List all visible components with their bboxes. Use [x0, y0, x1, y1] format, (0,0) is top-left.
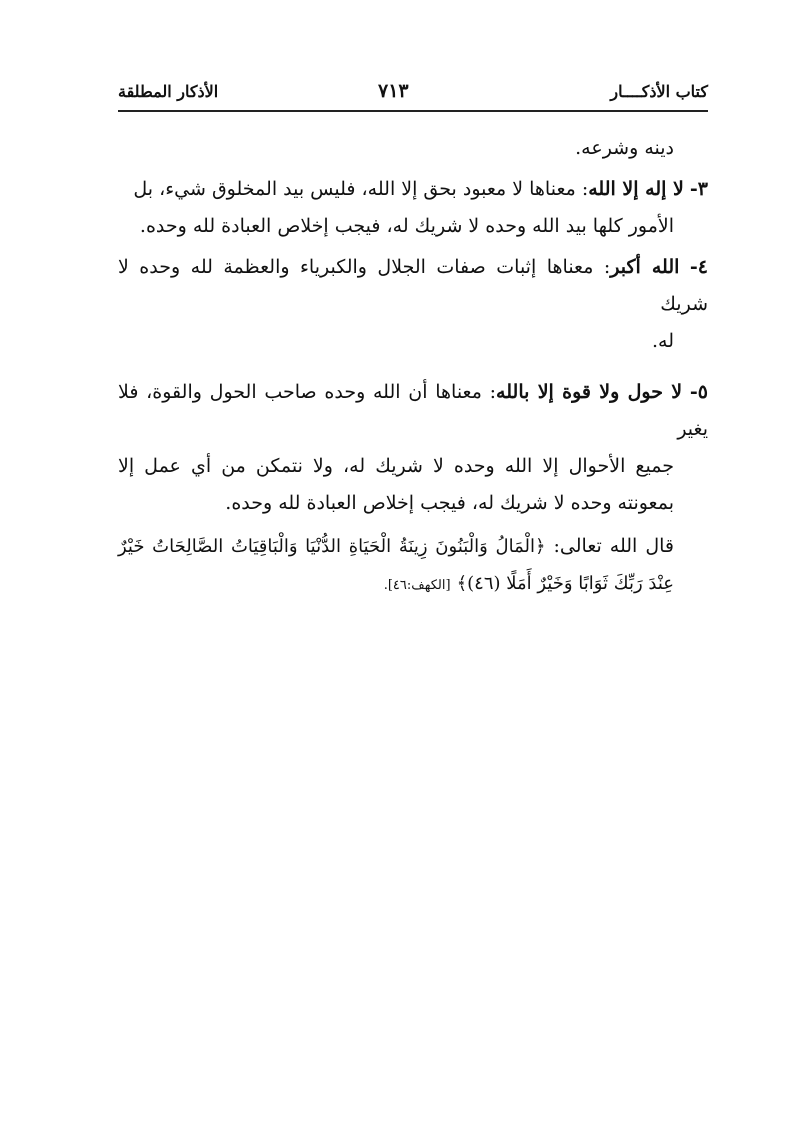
page-body [118, 130, 708, 604]
list-item [118, 374, 708, 522]
item-number: ٤- [689, 256, 709, 278]
list-item [118, 249, 708, 360]
item-number: ٥- [689, 381, 708, 403]
list-item [118, 171, 708, 245]
item-phrase: لا إله إلا الله [588, 178, 684, 200]
item-phrase: الله أكبر [610, 256, 680, 278]
quran-quote [118, 528, 708, 604]
item-continuation: الأمور كلها بيد الله وحده لا شريك له، فيجب إخلاص العبادة لله وحده. [139, 215, 674, 237]
book-title: كتاب الأذكــــار [610, 82, 708, 101]
item-phrase: لا حول ولا قوة إلا بالله [496, 381, 683, 403]
quran-verse: ﴿الْمَالُ وَالْبَنُونَ زِينَةُ الْحَيَاةِ الدُّنْيَا وَالْبَاقِيَاتُ الصَّالِحَاتُ خَيْرٌ عِنْدَ رَبِّكَ ثَوَابًا وَخَيْرٌ أَمَلًا (٤٦)﴾ [118, 536, 674, 594]
verse-reference: [الكهف:٤٦]. [383, 578, 451, 593]
item-text: : معناها أن الله وحده صاحب الحول والقوة، فلا يغير [118, 381, 708, 440]
intro-line: دينه وشرعه. [575, 137, 674, 159]
item-number: ٣- [689, 178, 708, 200]
item-continuation: جميع الأحوال إلا الله وحده لا شريك له، ولا نتمكن من أي عمل إلا بمعونته وحده لا شريك له، فيجب إخلاص العبادة لله وحده. [118, 455, 674, 514]
item-text: : معناها لا معبود بحق إلا الله، فليس بيد المخلوق شيء، بل [133, 178, 589, 200]
page-number: ٧١٣ [378, 80, 409, 102]
chapter-title: الأذكار المطلقة [118, 82, 219, 101]
quote-intro: قال الله تعالى: [545, 535, 674, 557]
item-continuation: له. [651, 330, 674, 352]
page-header [118, 80, 708, 112]
item-text: : معناها إثبات صفات الجلال والكبرياء والعظمة لله وحده لا شريك [118, 256, 708, 315]
